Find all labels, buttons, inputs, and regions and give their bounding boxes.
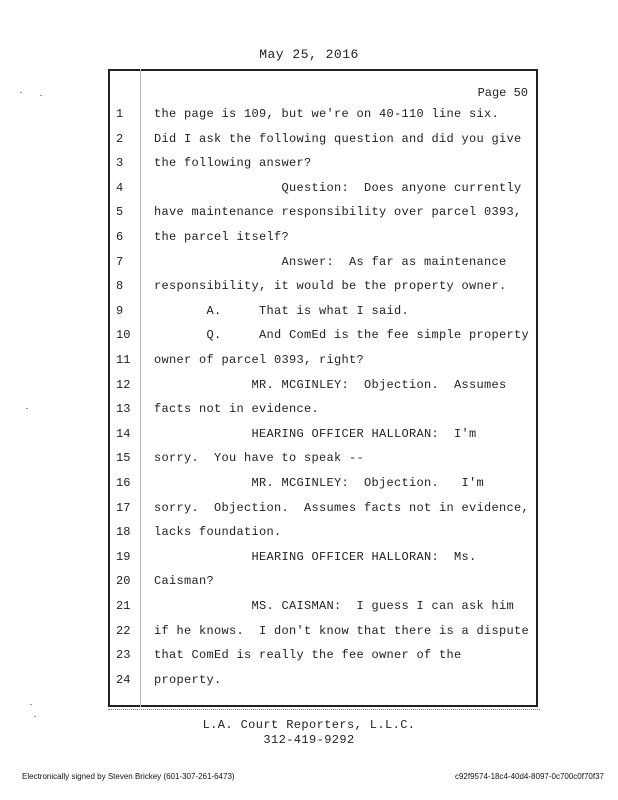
line-number: 11 (116, 353, 131, 367)
transcript-line (108, 328, 538, 348)
transcript-line (108, 550, 538, 570)
line-text: A. That is what I said. (154, 303, 410, 318)
transcript-line (108, 181, 538, 201)
line-text: MS. CAISMAN: I guess I can ask him (154, 599, 515, 613)
line-text: responsibility, it would be the property owner. (154, 279, 507, 294)
line-number: 4 (116, 180, 124, 195)
line-text: Caisman? (154, 574, 215, 589)
line-number: 7 (116, 254, 124, 269)
line-number: 1 (116, 107, 124, 121)
line-number: 3 (116, 156, 124, 171)
line-number: 6 (116, 230, 124, 244)
line-number: 23 (116, 648, 131, 663)
transcript-line (108, 673, 538, 693)
frame-bottom-rule (108, 709, 540, 712)
transcript-line (108, 451, 538, 471)
transcript-line (108, 156, 538, 176)
line-number: 2 (116, 131, 124, 146)
transcript-line (108, 501, 538, 521)
line-text: sorry. Objection. Assumes facts not in evidence, (154, 500, 530, 515)
line-number: 21 (116, 599, 131, 613)
line-text: owner of parcel 0393, right? (154, 353, 365, 367)
transcript-line (108, 599, 538, 619)
transcript-line (108, 476, 538, 496)
scan-speck (34, 716, 36, 717)
line-number: 15 (116, 451, 131, 466)
line-text: MR. MCGINLEY: Objection. I'm (154, 476, 485, 490)
line-number: 10 (116, 328, 131, 343)
line-text: sorry. You have to speak -- (154, 451, 365, 466)
line-text: Did I ask the following question and did you give (154, 131, 522, 146)
line-text: facts not in evidence. (154, 402, 320, 417)
scan-speck (40, 95, 42, 96)
transcript-line (108, 132, 538, 152)
line-text: that ComEd is really the fee owner of the (154, 648, 462, 663)
line-text: HEARING OFFICER HALLORAN: Ms. (154, 549, 477, 564)
transcript-date: May 25, 2016 (259, 47, 359, 62)
transcript-line (108, 525, 538, 545)
transcript-line (108, 107, 538, 127)
line-number: 17 (116, 500, 131, 515)
scan-speck (30, 704, 32, 705)
reporter-phone: 312-419-9292 (263, 733, 355, 747)
line-number: 14 (116, 426, 131, 441)
transcript-line (108, 255, 538, 275)
electronic-signature-note: Electronically signed by Steven Brickey (601-307-261-6473) (22, 772, 235, 781)
line-text: Answer: As far as maintenance (154, 254, 507, 269)
transcript-line (108, 279, 538, 299)
transcript-line (108, 205, 538, 225)
line-text: if he knows. I don't know that there is a dispute (154, 623, 530, 638)
document-hash: c92f9574-18c4-40d4-8097-0c700c0f70f37 (454, 772, 604, 781)
line-text: lacks foundation. (154, 525, 282, 540)
reporter-company: L.A. Court Reporters, L.L.C. (202, 718, 416, 732)
line-text: property. (154, 672, 222, 687)
line-text: the page is 109, but we're on 40-110 line six. (154, 107, 500, 121)
transcript-line (108, 574, 538, 594)
line-text: have maintenance responsibility over parcel 0393, (154, 205, 522, 220)
line-number: 19 (116, 549, 131, 564)
line-number: 20 (116, 574, 131, 589)
transcript-line (108, 648, 538, 668)
line-number: 24 (116, 672, 131, 687)
line-number: 13 (116, 402, 131, 417)
line-text: MR. MCGINLEY: Objection. Assumes (154, 377, 507, 392)
line-number: 18 (116, 525, 131, 540)
line-text: Question: Does anyone currently (154, 180, 522, 195)
scan-speck (26, 408, 28, 409)
transcript-line (108, 624, 538, 644)
transcript-line (108, 427, 538, 447)
transcript-line (108, 402, 538, 422)
transcript-line (108, 353, 538, 373)
line-number: 22 (116, 623, 131, 638)
line-text: the parcel itself? (154, 230, 290, 244)
line-number: 5 (116, 205, 124, 220)
line-number: 16 (116, 476, 131, 490)
transcript-line (108, 304, 538, 324)
line-text: the following answer? (154, 156, 312, 171)
page-number: Page 50 (477, 86, 528, 100)
line-number: 9 (116, 303, 124, 318)
line-number: 12 (116, 377, 131, 392)
scan-speck (20, 92, 22, 93)
line-text: Q. And ComEd is the fee simple property (154, 328, 530, 343)
transcript-line (108, 378, 538, 398)
line-text: HEARING OFFICER HALLORAN: I'm (154, 426, 477, 441)
transcript-line (108, 230, 538, 250)
line-number: 8 (116, 279, 124, 294)
